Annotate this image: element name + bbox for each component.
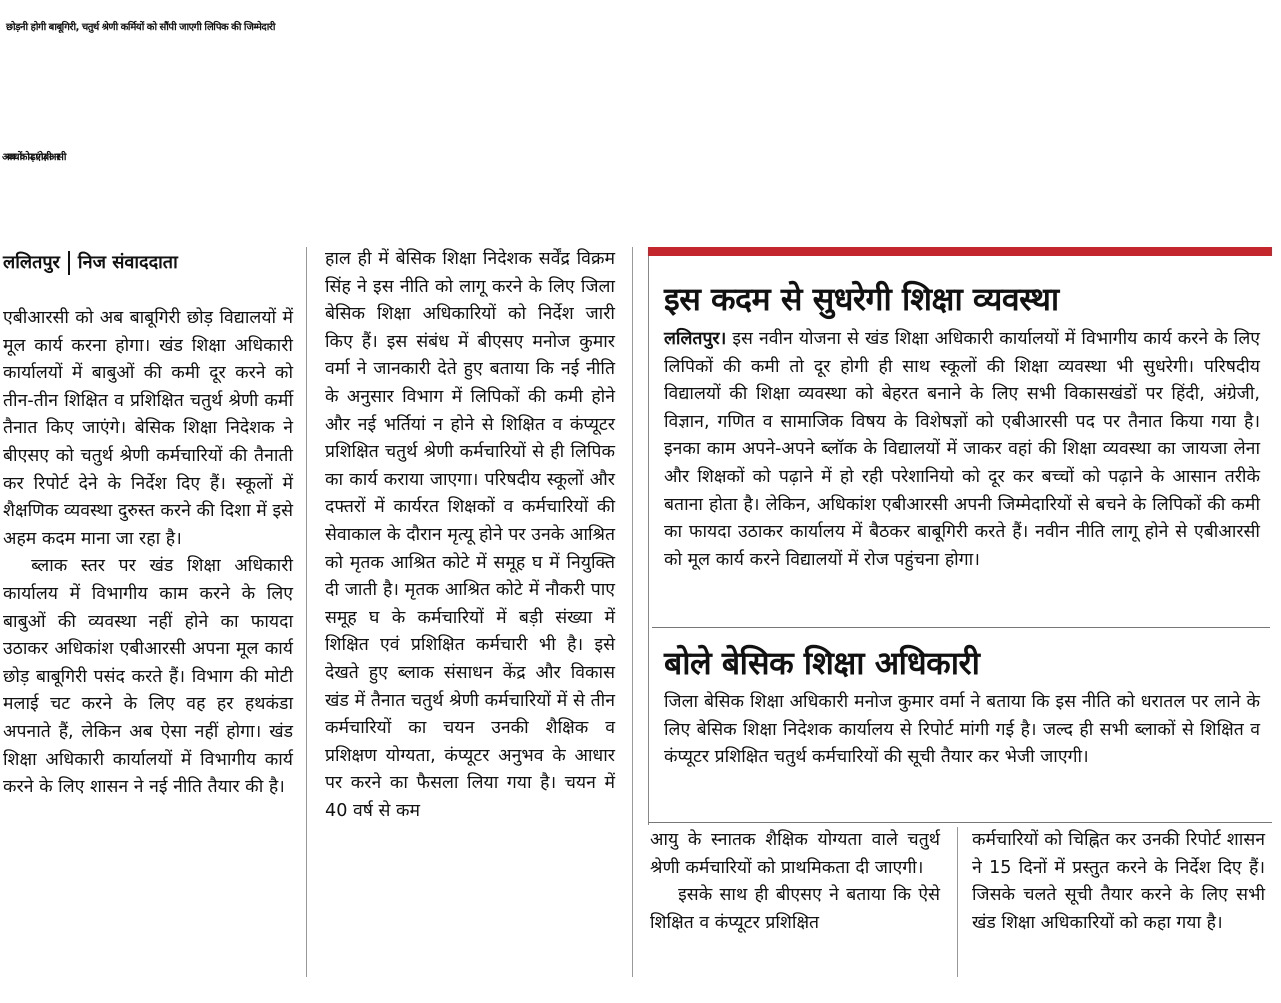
column-divider-2 bbox=[632, 247, 633, 977]
box-bottom-rule bbox=[648, 822, 1272, 823]
main-headline: अब बच्चों को पढ़ाएंगे एबीआरसी bbox=[2, 152, 64, 163]
article-column-3 bbox=[650, 827, 940, 937]
sidebar-accent-bar bbox=[648, 247, 1272, 256]
column-2-paragraph: हाल ही में बेसिक शिक्षा निदेशक सर्वेंद्र विक्रम सिंह ने इस नीति को लागू करने के लिए जिला बेसिक शिक्षा अधिकारियों को निर्देश जारी किए हैं। इस संबंध में बीएसए मनोज कुमार वर्मा ने जानकारी देते हुए बताया कि नई नीति के अनुसार विभाग में लिपिकों की कमी होने और नई भर्तियां न होने से शिक्षित व कंप्यूटर प्रशिक्षित चतुर्थ श्रेणी कर्मचारियों से ही लिपिक का कार्य कराया जाएगा। परिषदीय स्कूलों और दफ्तरों में कार्यरत शिक्षकों व कर्मचारियों की सेवाकाल के दौरान मृत्यू होने पर उनके आश्रित को मृतक आश्रित कोटे में समूह घ में नियुक्ति दी जाती है। मृतक आश्रित कोटे में नौकरी पाए समूह घ के कर्मचारियों में बड़ी संख्या में शिक्षित एवं प्रशिक्षित कर्मचारी भी है। इसे देखते हुए ब्लाक संसाधन केंद्र और विकास खंड में तैनात चतुर्थ श्रेणी कर्मचारियों में से तीन कर्मचारियों का चयन उनकी शैक्षिक व प्रशिक्षण योग्यता, कंप्यूटर अनुभव के आधार पर करने का फैसला लिया गया है। चयन में 40 वर्ष से कम bbox=[325, 249, 615, 821]
article-column-2 bbox=[325, 246, 615, 825]
byline bbox=[3, 248, 178, 278]
article-column-4 bbox=[972, 827, 1265, 937]
column-1-paragraph-1: एबीआरसी को अब बाबूगिरी छोड़ विद्यालयों में मूल कार्य करना होगा। खंड शिक्षा अधिकारी कार्यालयों में बाबुओं की कमी दूर करने को तीन-तीन शिक्षित व प्रशिक्षित चतुर्थ श्रेणी कर्मी तैनात किए जाएंगे। बेसिक शिक्षा निदेशक ने बीएसए को चतुर्थ श्रेणी कर्मचारियों की तैनाती कर रिपोर्ट देने के निर्देश दिए हैं। स्कूलों में शैक्षणिक व्यवस्था दुरुस्त करने की दिशा में इसे अहम कदम माना जा रहा है। bbox=[3, 308, 293, 549]
box-1-title: इस कदम से सुधरेगी शिक्षा व्यवस्था bbox=[664, 280, 1059, 318]
kicker-headline: छोड़नी होगी बाबूगिरी, चतुर्थ श्रेणी कर्मियों को सौंपी जाएगी लिपिक की जिम्मेदारी bbox=[6, 22, 275, 33]
box-divider bbox=[652, 627, 1270, 628]
column-3-paragraph-2: इसके साथ ही बीएसए ने बताया कि ऐसे शिक्षित व कंप्यूटर प्रशिक्षित bbox=[650, 885, 940, 933]
box-1-dateline: ललितपुर। bbox=[664, 329, 727, 349]
byline-divider bbox=[68, 251, 70, 275]
box-1-text: इस नवीन योजना से खंड शिक्षा अधिकारी कार्यालयों में विभागीय कार्य करने के लिए लिपिकों की कमी तो दूर होगी ही साथ स्कूलों की शिक्षा व्यवस्था भी सुधरेगी। परिषदीय विद्यालयों की शिक्षा व्यवस्था को बेहरत बनाने के लिए सभी विकासखंडों पर हिंदी, अंग्रेजी, विज्ञान, गणित व सामाजिक विषय के विशेषज्ञों को एबीआरसी पद पर तैनात किया गया है। इनका काम अपने-अपने ब्लॉक के विद्यालयों में जाकर वहां की शिक्षा व्यवस्था का जायजा लेना और शिक्षकों को पढ़ाने में हो रही परेशानियो को दूर कर बच्चों को पढ़ाने के आसान तरीके बताना होता है। लेकिन, अधिकांश एबीआरसी अपनी जिम्मेदारियों से बचने के लिपिकों की कमी का फायदा उठाकर कार्यालय में बैठकर बाबूगिरी करते हैं। नवीन नीति लागू होने से एबीआरसी को मूल कार्य करने विद्यालयों में रोज पहुंचना होगा। bbox=[664, 329, 1260, 570]
column-divider-1 bbox=[306, 247, 307, 977]
column-divider-3 bbox=[957, 827, 958, 977]
column-3-paragraph-1: आयु के स्नातक शैक्षिक योग्यता वाले चतुर्थ श्रेणी कर्मचारियों को प्राथमिकता दी जाएगी। bbox=[650, 830, 940, 878]
box-1-body bbox=[664, 326, 1260, 574]
column-4-paragraph: कर्मचारियों को चिह्नित कर उनकी रिपोर्ट शासन ने 15 दिनों में प्रस्तुत करने के निर्देश दिए हैं। जिसके चलते सूची तैयार करने के लिए सभी खंड शिक्षा अधिकारियों को कहा गया है। bbox=[972, 830, 1265, 933]
article-column-1 bbox=[3, 305, 293, 802]
column-1-paragraph-2: ब्लाक स्तर पर खंड शिक्षा अधिकारी कार्यालय में विभागीय काम करने के लिए बाबुओं की व्यवस्था नहीं होने का फायदा उठाकर अधिकांश एबीआरसी अपना मूल कार्य छोड़ बाबूगिरी पसंद करते हैं। विभाग की मोटी मलाई चट करने के लिए वह हर हथकंडा अपनाते हैं, लेकिन अब ऐसा नहीं होगा। खंड शिक्षा अधिकारी कार्यालयों में विभागीय कार्य करने के लिए शासन ने नई नीति तैयार की है। bbox=[3, 556, 293, 798]
box-2-text: जिला बेसिक शिक्षा अधिकारी मनोज कुमार वर्मा ने बताया कि इस नीति को धरातल पर लाने के लिए बेसिक शिक्षा निदेशक कार्यालय से रिपोर्ट मांगी गई है। जल्द ही सभी ब्लाकों से शिक्षित व कंप्यूटर प्रशिक्षित चतुर्थ कर्मचारियों की सूची तैयार कर भेजी जाएगी। bbox=[664, 692, 1260, 768]
box-2-body bbox=[664, 689, 1260, 772]
box-2-title: बोले बेसिक शिक्षा अधिकारी bbox=[664, 644, 980, 682]
byline-reporter: निज संवाददाता bbox=[77, 252, 178, 273]
byline-place: ललितपुर bbox=[3, 252, 60, 273]
